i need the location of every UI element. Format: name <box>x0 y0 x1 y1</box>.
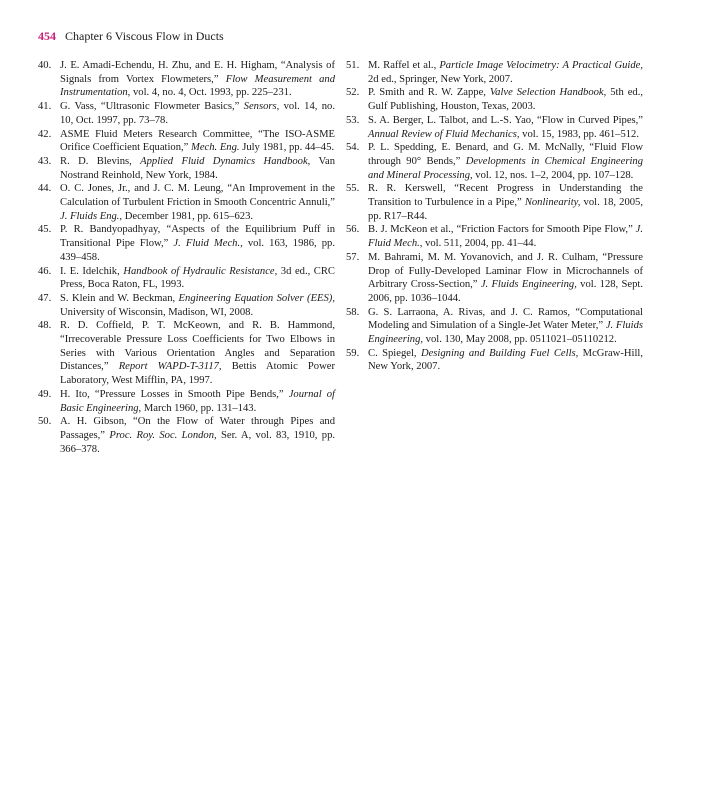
reference-number: 50. <box>38 416 52 428</box>
reference-text: P. Smith and R. W. Zappe, Valve Selection Handbook, 5th ed., Gulf Publishing, Houston, Texas, 2003. <box>368 87 643 113</box>
reference-number: 49. <box>38 388 52 400</box>
reference-number: 51. <box>346 60 360 71</box>
reference-text: A. H. Gibson, “On the Flow of Water through Pipes and Passages,” Proc. Roy. Soc. London, Ser. A, vol. 83, 1910, pp. 366–378. <box>60 416 336 455</box>
reference-number: 43. <box>38 155 52 167</box>
reference-number: 59. <box>346 347 360 359</box>
reference-item <box>38 182 335 223</box>
reference-item <box>38 388 335 415</box>
reference-number: 52. <box>346 87 360 99</box>
reference-column-right <box>346 59 643 374</box>
page-number: 454 <box>38 29 56 43</box>
reference-text: G. S. Larraona, A. Rivas, and J. C. Ramos, “Computational Modeling and Simulation of a Single-Jet Water Meter,” J. Fluids Engineering, vol. 130, May 2008, pp. 0511021–05110212. <box>368 306 643 346</box>
reference-text: S. A. Berger, L. Talbot, and L.-S. Yao, “Flow in Curved Pipes,” Annual Review of Fluid Mechanics, vol. 15, 1983, pp. 461–512. <box>368 114 643 140</box>
reference-item <box>38 265 335 292</box>
reference-number: 56. <box>346 224 360 236</box>
reference-number: 47. <box>38 292 52 304</box>
reference-item <box>38 155 335 182</box>
reference-number: 46. <box>38 265 52 277</box>
reference-text: B. J. McKeon et al., “Friction Factors for Smooth Pipe Flow,” J. Fluid Mech., vol. 511, 2004, pp. 41–44. <box>368 224 643 250</box>
reference-number: 53. <box>346 114 360 126</box>
reference-text: R. R. Kerswell, “Recent Progress in Understanding the Transition to Turbulence in a Pipe,” Nonlinearity, vol. 18, 2005, pp. R17–R44. <box>368 183 643 222</box>
reference-item <box>346 251 643 306</box>
reference-text: P. R. Bandyopadhyay, “Aspects of the Equilibrium Puff in Transitional Pipe Flow,” J. Fluid Mech., vol. 163, 1986, pp. 439–458. <box>60 224 335 263</box>
reference-item <box>38 223 335 264</box>
reference-number: 44. <box>38 183 52 195</box>
reference-text: S. Klein and W. Beckman, Engineering Equation Solver (EES), University of Wisconsin, Madison, WI, 2008. <box>60 292 335 318</box>
reference-item <box>38 415 335 456</box>
reference-item <box>346 114 643 141</box>
reference-item <box>346 59 643 86</box>
reference-item <box>38 100 335 127</box>
reference-number: 45. <box>38 224 52 236</box>
reference-column-left <box>38 59 335 456</box>
reference-number: 58. <box>346 306 360 318</box>
reference-item <box>346 182 643 223</box>
reference-number: 41. <box>38 101 52 113</box>
reference-text: C. Spiegel, Designing and Building Fuel Cells, McGraw-Hill, New York, 2007. <box>368 347 643 373</box>
reference-item <box>346 141 643 182</box>
reference-number: 48. <box>38 320 52 332</box>
reference-item <box>346 86 643 113</box>
reference-text: ASME Fluid Meters Research Committee, “The ISO-ASME Orifice Coefficient Equation,” Mech. Eng. July 1981, pp. 44–45. <box>60 128 335 154</box>
reference-item <box>346 223 643 250</box>
reference-number: 55. <box>346 183 360 195</box>
reference-text: R. D. Coffield, P. T. McKeown, and R. B. Hammond, “Irrecoverable Pressure Loss Coefficients for Two Elbows in Series with Various Orientation Angles and Separation Distances,” Report WAPD-T-3117, Bettis Atomic Power Laboratory, West Mifflin, PA, 1997. <box>60 320 335 387</box>
reference-text: H. Ito, “Pressure Losses in Smooth Pipe Bends,” Journal of Basic Engineering, March 1960, pp. 131–143. <box>60 388 335 414</box>
reference-text: R. D. Blevins, Applied Fluid Dynamics Handbook, Van Nostrand Reinhold, New York, 1984. <box>60 155 335 181</box>
reference-item <box>346 347 643 374</box>
reference-text: P. L. Spedding, E. Benard, and G. M. McNally, “Fluid Flow through 90° Bends,” Developments in Chemical Engineering and Mineral Processing, vol. 12, nos. 1–2, 2004, pp. 107–128. <box>368 142 643 181</box>
reference-number: 40. <box>38 60 52 71</box>
chapter-title: Chapter 6 Viscous Flow in Ducts <box>65 29 224 43</box>
reference-text: G. Vass, “Ultrasonic Flowmeter Basics,” Sensors, vol. 14, no. 10, Oct. 1997, pp. 73–78. <box>60 101 335 126</box>
reference-number: 54. <box>346 142 360 154</box>
reference-text: I. E. Idelchik, Handbook of Hydraulic Resistance, 3d ed., CRC Press, Boca Raton, FL, 1993. <box>60 265 335 291</box>
reference-item <box>346 306 643 347</box>
reference-text: M. Bahrami, M. M. Yovanovich, and J. R. Culham, “Pressure Drop of Fully-Developed Laminar Flow in Microchannels of Arbitrary Cross-Section,” J. Fluids Engineering, vol. 128, Sept. 2006, pp. 1036–1044. <box>368 251 643 304</box>
reference-item <box>38 292 335 319</box>
reference-text: M. Raffel et al., Particle Image Velocimetry: A Practical Guide, 2d ed., Springer, New York, 2007. <box>368 60 643 85</box>
reference-number: 42. <box>38 128 52 140</box>
reference-text: J. E. Amadi-Echendu, H. Zhu, and E. H. Higham, “Analysis of Signals from Vortex Flowmeters,” Flow Measurement and Instrumentation, vol. 4, no. 4, Oct. 1993, pp. 225–231. <box>60 60 335 99</box>
reference-item <box>38 319 335 388</box>
running-header <box>38 29 224 44</box>
reference-item <box>38 128 335 155</box>
reference-number: 57. <box>346 251 360 263</box>
reference-text: O. C. Jones, Jr., and J. C. M. Leung, “An Improvement in the Calculation of Turbulent Friction in Smooth Concentric Annuli,” J. Fluids Eng., December 1981, pp. 615–623. <box>60 183 335 222</box>
reference-item <box>38 59 335 100</box>
